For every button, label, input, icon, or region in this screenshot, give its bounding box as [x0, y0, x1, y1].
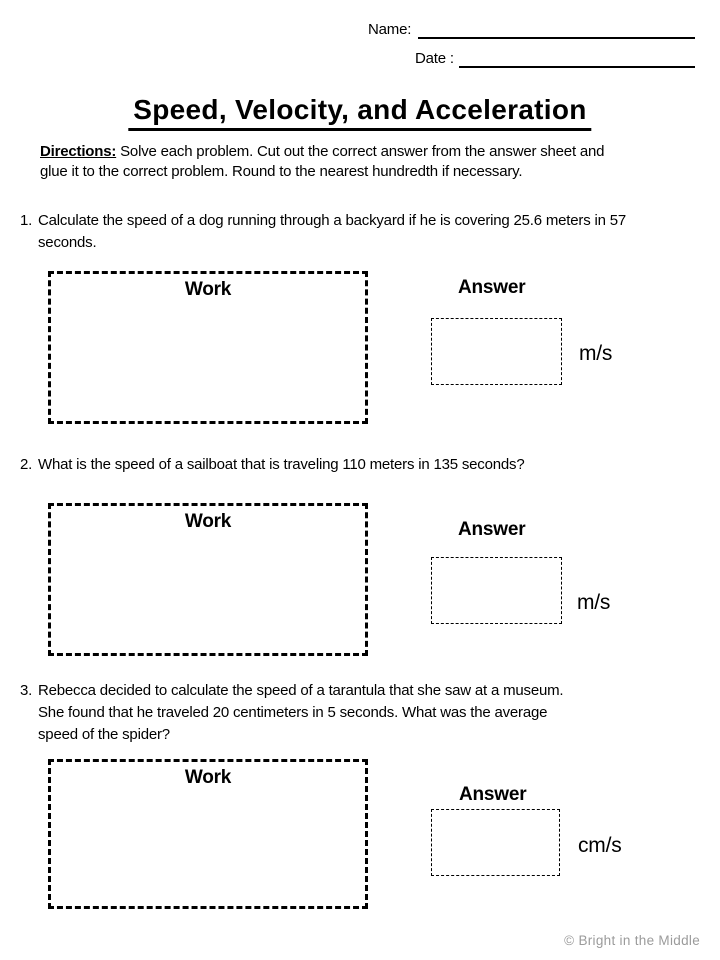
problem-1-answer-label: Answer [458, 277, 526, 298]
date-write-line[interactable] [459, 65, 695, 68]
problem-3-answer-label: Answer [459, 784, 527, 805]
problem-2-number: 2. [20, 456, 33, 473]
directions-line-1 [40, 142, 705, 162]
problem-1-line-1: Calculate the speed of a dog running through a backyard if he is covering 25.6 meters in 57 [38, 212, 627, 229]
directions-label: Directions: [40, 143, 117, 160]
copyright-footer: © Bright in the Middle [564, 933, 700, 948]
problem-2-answer-label: Answer [458, 519, 526, 540]
directions-text-1: Solve each problem. Cut out the correct answer from the answer sheet and [120, 143, 605, 160]
problem-3-work-box[interactable] [48, 759, 368, 909]
problem-2-work-box[interactable] [48, 503, 368, 656]
problem-2-unit: m/s [577, 591, 611, 614]
problem-1-text [20, 210, 626, 254]
problem-3-line-3: speed of the spider? [38, 726, 170, 743]
problem-1-work-box[interactable] [48, 271, 368, 424]
problem-2-work-label: Work [184, 511, 232, 532]
date-label: Date : [415, 50, 454, 67]
problem-3-line-1: Rebecca decided to calculate the speed of a tarantula that she saw at a museum. [38, 682, 564, 699]
problem-3-text [20, 680, 563, 746]
name-write-line[interactable] [418, 36, 695, 39]
directions-text-2: glue it to the correct problem. Round to the nearest hundredth if necessary. [40, 162, 523, 180]
problem-1-number: 1. [20, 212, 33, 229]
problem-2-text [20, 454, 524, 476]
problem-2-answer-box[interactable] [431, 557, 562, 624]
problem-2-line-1: What is the speed of a sailboat that is traveling 110 meters in 135 seconds? [38, 456, 525, 473]
problem-3-line-2: She found that he traveled 20 centimeters in 5 seconds. What was the average [38, 704, 548, 721]
directions [40, 142, 705, 181]
problem-3-answer-box[interactable] [431, 809, 560, 876]
name-label: Name: [368, 21, 412, 38]
problem-3-number: 3. [20, 682, 33, 699]
problem-1-work-label: Work [184, 279, 232, 300]
problem-1-answer-box[interactable] [431, 318, 562, 385]
page-title: Speed, Velocity, and Acceleration [128, 94, 591, 131]
problem-3-work-label: Work [184, 767, 232, 788]
problem-1-unit: m/s [579, 342, 613, 365]
problem-1-line-2: seconds. [38, 234, 97, 251]
problem-3-unit: cm/s [578, 834, 622, 857]
